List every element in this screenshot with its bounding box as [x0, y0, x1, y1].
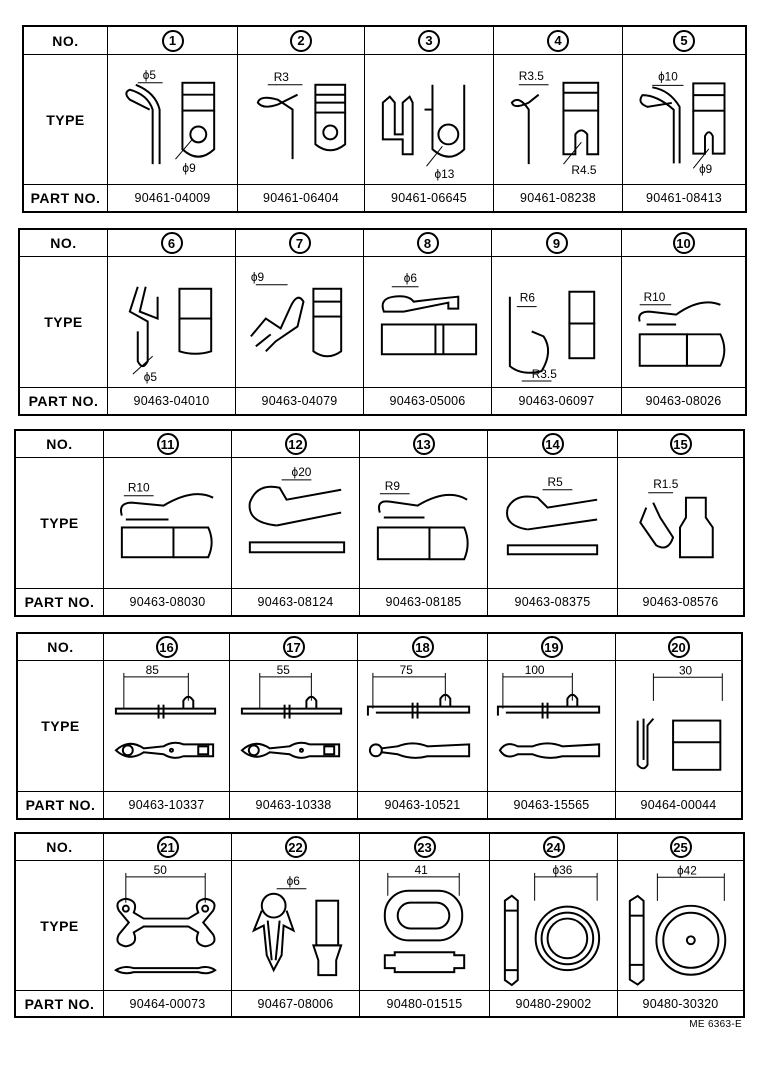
- item-number: 24: [543, 836, 565, 858]
- dim-label: R10: [127, 480, 150, 495]
- dim-label: ϕ6: [403, 270, 417, 285]
- clip-drawing-2: [238, 55, 365, 185]
- clip-drawing-8: [364, 257, 492, 388]
- reference-code: ME 6363-E: [689, 1019, 742, 1030]
- clip-drawing-3: [365, 55, 494, 185]
- part-number: 90464-00044: [640, 798, 717, 812]
- item-number: 12: [285, 433, 307, 455]
- part-number: 90480-30320: [642, 996, 719, 1011]
- dim-label: 55: [276, 662, 290, 677]
- clip-drawing-21: [104, 861, 232, 991]
- clip-drawing-22: [232, 861, 360, 991]
- item-number: 16: [156, 636, 178, 658]
- part-number: 90464-00073: [104, 991, 232, 1016]
- clip-drawing-14: [488, 458, 618, 589]
- part-number: 90461-08238: [494, 185, 623, 211]
- dim-label: R3.5: [531, 367, 557, 382]
- type-header: TYPE: [24, 55, 108, 185]
- part-no-header: PART NO.: [18, 792, 104, 818]
- item-number: 19: [541, 636, 563, 658]
- item-number: 11: [157, 433, 179, 455]
- dim-label: ϕ42: [677, 863, 697, 878]
- dim-label: 85: [145, 662, 159, 677]
- parts-table-5: [14, 832, 745, 1018]
- dim-label: R10: [643, 289, 666, 304]
- item-number: 7: [289, 232, 311, 254]
- clip-drawing-17: [230, 661, 358, 792]
- part-number: 90461-08413: [646, 191, 722, 205]
- clip-drawing-16: [104, 661, 230, 792]
- type-header: TYPE: [16, 458, 104, 589]
- item-number: 23: [414, 836, 436, 858]
- item-number: 14: [542, 433, 564, 455]
- clip-drawing-15: [618, 458, 743, 589]
- part-no-header: PART NO.: [16, 991, 104, 1016]
- no-header: NO.: [18, 634, 104, 661]
- part-number: 90461-06404: [238, 185, 365, 211]
- part-number: 90463-08375: [488, 589, 618, 615]
- dim-label: R3.5: [518, 68, 544, 83]
- part-number: 90467-08006: [232, 991, 360, 1016]
- part-number: 90463-08576: [642, 595, 719, 609]
- dim-label: R1.5: [653, 476, 679, 491]
- dim-label: ϕ13: [434, 167, 455, 182]
- clip-drawing-6: [108, 257, 236, 388]
- item-number: 6: [161, 232, 183, 254]
- parts-table-1: [22, 25, 747, 213]
- item-number: 17: [283, 636, 305, 658]
- clip-drawing-18: [358, 661, 488, 792]
- dim-label: ϕ5: [142, 67, 157, 82]
- clip-drawing-10: [622, 257, 745, 388]
- dim-label: 100: [524, 662, 545, 677]
- dim-label: R3: [273, 69, 289, 84]
- item-number: 22: [285, 836, 307, 858]
- dim-label: 50: [153, 862, 167, 877]
- part-no-header: PART NO.: [20, 388, 108, 414]
- dim-label: ϕ10: [658, 70, 678, 84]
- part-number: 90463-08185: [360, 589, 488, 615]
- dim-label: 41: [414, 862, 428, 877]
- dim-label: 30: [678, 663, 693, 678]
- part-number: 90463-10337: [104, 792, 230, 818]
- no-header: NO.: [16, 431, 104, 458]
- clip-drawing-13: [360, 458, 488, 589]
- clip-drawing-20: [616, 661, 741, 792]
- item-number: 18: [412, 636, 434, 658]
- dim-label: 75: [399, 662, 413, 677]
- dim-label: ϕ36: [552, 862, 573, 877]
- part-number: 90461-06645: [365, 185, 494, 211]
- type-header: TYPE: [20, 257, 108, 388]
- clip-drawing-19: [488, 661, 616, 792]
- part-number: 90461-04009: [108, 185, 238, 211]
- item-number: 10: [673, 232, 695, 254]
- dim-label: ϕ6: [286, 873, 300, 888]
- dim-label: R9: [384, 478, 401, 493]
- item-number: 9: [546, 232, 568, 254]
- dim-label: ϕ9: [250, 269, 265, 284]
- clip-drawing-5: [623, 55, 745, 185]
- part-number: 90463-15565: [488, 792, 616, 818]
- item-number: 4: [547, 30, 569, 52]
- part-number: 90463-04010: [108, 388, 236, 414]
- part-number: 90463-08026: [645, 394, 722, 408]
- parts-table-2: [18, 228, 747, 416]
- type-header: TYPE: [18, 661, 104, 792]
- dim-label: R6: [519, 290, 535, 305]
- part-number: 90463-10338: [230, 792, 358, 818]
- clip-drawing-23: [360, 861, 490, 991]
- item-number: 15: [670, 433, 692, 455]
- parts-table-4: [16, 632, 743, 820]
- item-number: 21: [157, 836, 179, 858]
- part-number: 90463-08030: [104, 589, 232, 615]
- clip-drawing-4: [494, 55, 623, 185]
- clip-drawing-24: [490, 861, 618, 991]
- part-no-header: PART NO.: [16, 589, 104, 615]
- clip-drawing-9: [492, 257, 622, 388]
- no-header: NO.: [16, 834, 104, 861]
- dim-label: R4.5: [571, 163, 597, 178]
- item-number: 20: [668, 636, 690, 658]
- part-number: 90463-05006: [364, 388, 492, 414]
- item-number: 25: [670, 836, 692, 858]
- dim-label: ϕ20: [291, 464, 312, 479]
- clip-drawing-12: [232, 458, 360, 589]
- part-number: 90480-29002: [490, 991, 618, 1016]
- part-number: 90463-04079: [236, 388, 364, 414]
- part-number: 90463-06097: [492, 388, 622, 414]
- part-no-header: PART NO.: [24, 185, 108, 211]
- item-number: 13: [413, 433, 435, 455]
- no-header: NO.: [24, 27, 108, 55]
- item-number: 5: [673, 30, 695, 52]
- parts-table-3: [14, 429, 745, 617]
- item-number: 8: [417, 232, 439, 254]
- item-number: 2: [290, 30, 312, 52]
- dim-label: ϕ5: [143, 370, 157, 385]
- clip-drawing-7: [236, 257, 364, 388]
- clip-drawing-25: [618, 861, 743, 991]
- clip-drawing-1: [108, 55, 238, 185]
- item-number: 1: [162, 30, 184, 52]
- no-header: NO.: [20, 230, 108, 257]
- clip-drawing-11: [104, 458, 232, 589]
- part-number: 90463-08124: [232, 589, 360, 615]
- part-number: 90463-10521: [358, 792, 488, 818]
- type-header: TYPE: [16, 861, 104, 991]
- dim-label: R5: [547, 474, 563, 489]
- dim-label: ϕ9: [699, 163, 713, 177]
- part-number: 90480-01515: [360, 991, 490, 1016]
- item-number: 3: [418, 30, 440, 52]
- dim-label: ϕ9: [182, 161, 196, 176]
